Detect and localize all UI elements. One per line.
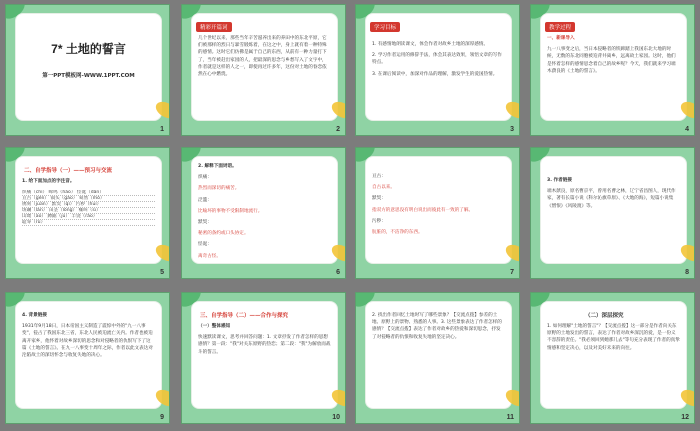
slide-subheading: （一）整体感知	[198, 324, 231, 329]
slide-number: 4	[685, 126, 689, 133]
list-item: 热烈而深切的痛苦。	[198, 186, 240, 192]
slide-subheading: 1. 给下面加点的字注音。	[22, 179, 75, 184]
table-row: 炽痛（chì） 嗥鸣（háo） 怪诞（dàn）	[22, 190, 155, 196]
slide-content	[15, 13, 162, 121]
slide-thumbnail-1[interactable]	[5, 4, 170, 136]
slide-thumbnail-10[interactable]	[181, 292, 346, 424]
slide-title: 7* 土地的誓言	[51, 42, 126, 56]
slide-body: 快速默读课文，思考并回答问题：1. 文章抒发了作者怎样的思想感情？第一段："我"对关东原野的热恋；第二段："我"为解放而战斗的誓言。	[198, 335, 331, 355]
slide-thumbnail-5[interactable]	[5, 147, 170, 279]
slide-number: 11	[506, 414, 514, 421]
slide-number: 3	[510, 126, 514, 133]
slide-tag: 精彩开篇词	[196, 22, 232, 32]
list-item: 默契：	[372, 196, 386, 202]
slide-number: 6	[336, 269, 340, 276]
table-row: 耻辱（rǔ）	[22, 220, 155, 226]
slide-number: 10	[332, 414, 340, 421]
slide-content	[365, 156, 512, 264]
slide-tag: 二、自学指导（一）——预习与交流	[20, 165, 116, 175]
list-item: 3. 在课后阅读中，加深对作品的理解，激发学生的爱国热情。	[372, 71, 498, 77]
list-item: 自古以来。	[372, 185, 395, 191]
slide-content	[191, 301, 338, 409]
slide-content	[540, 301, 687, 409]
slide-number: 8	[685, 269, 689, 276]
slide-thumbnail-6[interactable]	[181, 147, 346, 279]
slide-body: 2. 找出作者回忆土地时写了哪些景象？【交流点拨】参差的土地、原野上的景物、熟悉的人事。3. 这些景象表达了作者怎样的感情？【交流点拨】表达了作者对故乡的热爱和深切思念，抒发了对侵略者的仇恨和收复失地的坚定决心。	[372, 313, 502, 340]
slide-content	[191, 13, 338, 121]
list-item: 炽痛：	[198, 175, 212, 181]
table-row: 斑斓（lán） 田垄（lǒng） 嘶叫（sī）	[22, 208, 155, 214]
slide-subheading: 3. 作者链接	[547, 178, 572, 183]
table-row: 亘古（gèn） 镐头（gǎo） 蓦然（mò）	[22, 196, 155, 202]
list-item: 泛滥：	[198, 197, 212, 203]
slide-subheading: 2. 解释下面词语。	[198, 164, 237, 169]
slide-thumbnail-9[interactable]	[5, 292, 170, 424]
slide-content	[365, 13, 512, 121]
list-item: 离奇古怪。	[198, 253, 221, 259]
list-item: 秘密的条约或口头协定。	[198, 231, 249, 237]
slide-body: 九一八事变之后，当日本侵略者的铁蹄踏上我国东北大地的时候，无数的东北同胞被迫背井离乡，远离故土家园。这时，他们是怀着怎样的感情思念着自己的故乡呢？今天，我们就来学习端木蕻良的《土地的誓言》。	[547, 47, 676, 74]
slide-tag: 教学过程	[545, 22, 575, 32]
list-item: 默契：	[198, 220, 212, 226]
slide-content	[191, 156, 338, 264]
slide-thumbnail-2[interactable]	[181, 4, 346, 136]
list-item: 指双方的意思没有明白说出而彼此有一致的了解。	[372, 207, 474, 213]
slide-tag: （二）深层探究	[581, 310, 628, 320]
slide-number: 1	[160, 126, 164, 133]
table-row: 镌刻（juān） 默契（qì） 污秽（huì）	[22, 202, 155, 208]
slide-body: 1. 如何理解"土地的誓言"？【交流点拨】这一部分是作者向关东原野的土地发出的誓言，表达了作者对故乡深沉的爱，是一份义不容辞的责任。"我必须回到她那儿去"等句充分表现了作者的真挚情感和坚定决心，以及对美好未来的向往。	[547, 324, 680, 351]
slide-subtitle: 第一PPT模板网-WWW.1PPT.COM	[42, 73, 135, 79]
slide-subheading: 一、新课导入	[547, 36, 575, 41]
slide-thumbnail-8[interactable]	[530, 147, 695, 279]
list-item: 肮脏的，不洁净的东西。	[372, 230, 423, 236]
slide-body: 1931年9月18日，日本帝国主义制造了震惊中外的"九一八事变"，侵占了我国东北三省，东北人民被迫流亡关内。作者也被迫离开家乡，他怀着对故乡深切的思念和对侵略者的仇恨写下了这篇《土地的誓言》。在九一八事变十周年之际，作者以此文表达对沦陷故土的深切怀念与收复失地的决心。	[22, 324, 153, 359]
slide-content	[15, 156, 162, 264]
table-row: 山坳（āo） 蹲踞（jù） 丰饶（ráo）	[22, 214, 155, 220]
list-item: 怪诞：	[198, 242, 212, 248]
list-item: 污秽：	[372, 218, 386, 224]
slide-body: 端木蕻良，原名曹京平，曾用名曹之林，辽宁省昌图人，现代作家，著有长篇小说《科尔沁旗草原》、《大地的海》，短篇小说集《憎恨》《风陵渡》等。	[547, 189, 676, 209]
slide-thumbnail-12[interactable]	[530, 292, 695, 424]
slide-content	[365, 301, 512, 409]
list-item: 1. 有感情地朗读课文，体会作者对故乡土地的深厚感情。	[372, 42, 489, 47]
list-item: 2. 学习作者运用的修辞手法，体会其表达效果，领悟文章的写作特点。	[372, 53, 502, 66]
slide-number: 12	[681, 414, 689, 421]
list-item: 亘古：	[372, 174, 386, 179]
slide-body: 几个世纪以来，那些当年辛苦滋养出来的养田中的东北平原，它们被那样的烈日与暴雪锻炼着，在这之中，身上就有着一种特殊的感情。这时它们仿佛是属于自己的东西，从前有一种力量打下了，当年被赶出家园的人，把最深的思念与乡愁写入了文字中，作者就是这样的人之一，即使再过许多年，这份对土地的眷恋依然在心中燃烧。	[198, 36, 327, 78]
slide-thumbnail-4[interactable]	[530, 4, 695, 136]
slide-content	[15, 301, 162, 409]
slide-number: 2	[336, 126, 340, 133]
slide-tag: 三、自学指导（二）——合作与探究	[196, 310, 292, 320]
slide-subheading: 4. 背景链接	[22, 313, 47, 318]
slide-thumbnail-11[interactable]	[355, 292, 520, 424]
slide-content	[540, 156, 687, 264]
slide-thumbnail-7[interactable]	[355, 147, 520, 279]
slide-number: 9	[160, 414, 164, 421]
list-item: 比喻坏的事物不受限制地流行。	[198, 208, 263, 214]
slide-number: 7	[510, 269, 514, 276]
slide-tag: 学习目标	[370, 22, 400, 32]
slide-thumbnail-3[interactable]	[355, 4, 520, 136]
slide-number: 5	[160, 269, 164, 276]
slide-content	[540, 13, 687, 121]
